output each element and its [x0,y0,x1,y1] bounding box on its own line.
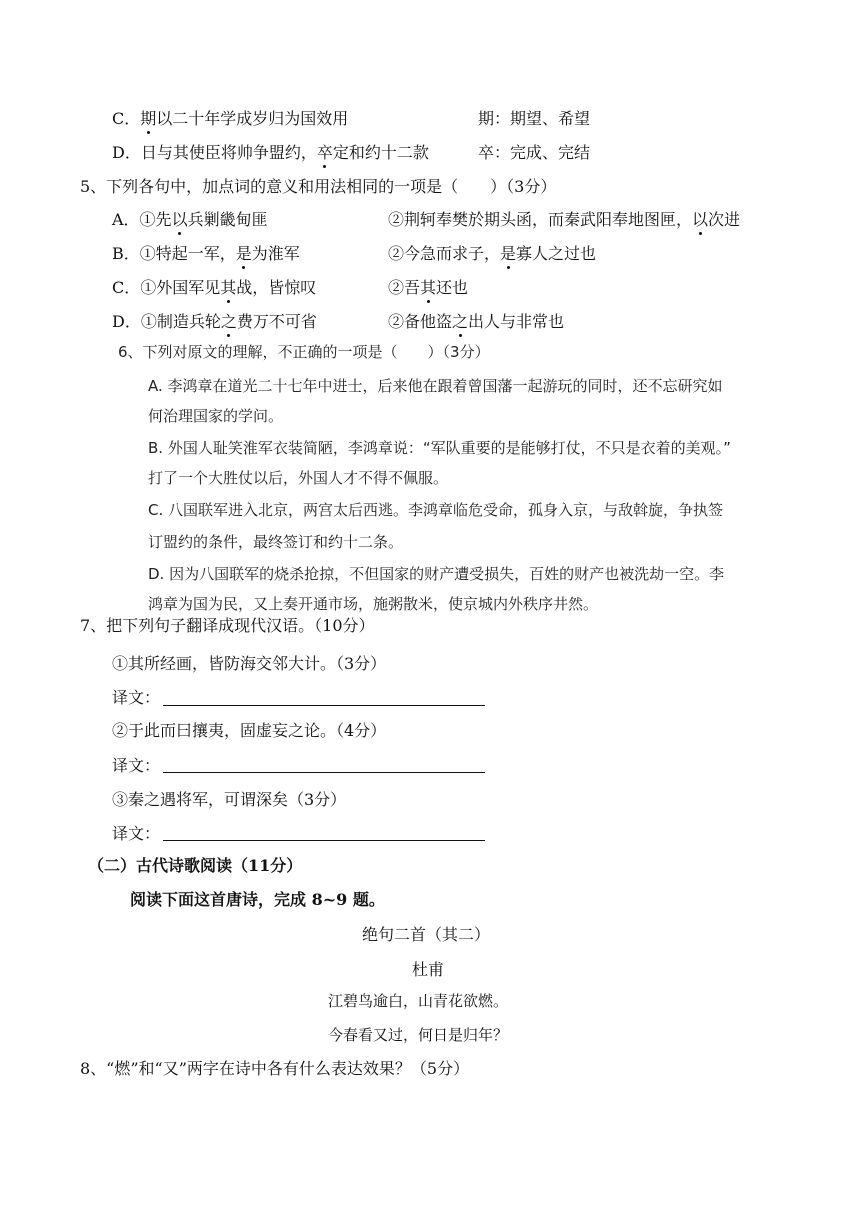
q7-answer-label-2: 译文： [112,756,161,775]
q6-option-d-line2: 鸿章为国为民，又上奏开通市场，施粥散米，使京城内外秩序井然。 [148,595,599,613]
q6-option-a-line1: A. 李鸿章在道光二十七年中进士，后来他在跟着曾国藩一起游玩的同时，还不忘研究如 [148,377,723,395]
q5-stem: 5、下列各句中，加点词的意义和用法相同的一项是（ ）（3分） [80,177,557,196]
q4-option-c: C．期以二十年学成岁归为国效用 [112,109,349,128]
q8-stem: 8、“燃”和“又”两字在诗中各有什么表达效果？（5分） [80,1059,470,1078]
q7-stem: 7、把下列句子翻译成现代汉语。（10分） [80,616,375,635]
q7-sentence-2: ②于此而曰攘夷，固虚妄之论。（4分） [112,721,387,740]
dotted-word: 期 [140,109,157,128]
q7-sentence-3: ③秦之遇将军，可谓深矣（3分） [112,790,347,809]
poem-author: 杜甫 [412,960,445,979]
q7-answer-label-3: 译文： [112,824,161,843]
q6-option-b-line2: 打了一个大胜仗以后，外国人才不得不佩服。 [148,469,449,487]
dotted-word: 之 [220,312,237,331]
q7-answer-blank-1[interactable] [163,705,485,706]
q5-option-b-2: ②今急而求子，是寡人之过也 [388,244,597,263]
q6-stem: 6、下列对原文的理解，不正确的一项是（ ）（3分） [118,343,490,361]
poem-title: 绝句二首（其二） [362,925,491,944]
q5-option-a-2: ②荆轲奉樊於期头函，而秦武阳奉地图匣，以次进 [388,210,741,229]
q6-option-c-line1: C. 八国联军进入北京，两宫太后西逃。李鸿章临危受命，孤身入京，与敌斡旋，争执签 [148,501,724,519]
q5-option-c-1: C．①外国军见其战，皆惊叹 [112,278,317,297]
poem-line-2: 今春看又过，何日是归年？ [328,1026,509,1044]
dotted-word: 其 [420,278,437,297]
q4-option-d: D．日与其使臣将帅争盟约，卒定和约十二款 [112,143,429,162]
dotted-word: 以 [171,210,188,229]
q7-sentence-1: ①其所经画，皆防海交邻大计。（3分） [112,654,387,673]
q6-option-c-line2: 订盟约的条件，最终签订和约十二条。 [148,533,404,551]
q6-option-d-line1: D. 因为八国联军的烧杀抢掠，不但国家的财产遭受损失，百姓的财产也被洗劫一空。李 [148,565,725,583]
q4-option-d-gloss: 卒：完成、完结 [478,143,591,162]
dotted-word: 其 [220,278,237,297]
q7-answer-blank-2[interactable] [163,772,485,773]
q4-option-c-gloss: 期：期望、希望 [478,109,591,128]
q5-option-d-1: D．①制造兵轮之费万不可省 [112,312,317,331]
dotted-word: 之 [452,312,469,331]
q7-answer-blank-3[interactable] [163,840,485,841]
q6-option-b-line1: B. 外国人耻笑淮军衣装简陋，李鸿章说：“军队重要的是能够打仗，不只是衣着的美观。” [148,439,731,457]
dotted-word: 以 [692,210,709,229]
dotted-word: 是 [235,244,252,263]
q6-option-a-line2: 何治理国家的学问。 [148,407,284,425]
dotted-word: 是 [500,244,517,263]
q5-option-a-1: A．①先以兵剿畿甸匪 [112,210,268,229]
dotted-word: 卒 [316,143,333,162]
q5-option-d-2: ②备他盗之出人与非常也 [388,312,565,331]
poem-line-1: 江碧鸟逾白，山青花欲燃。 [328,992,509,1010]
q7-answer-label-1: 译文： [112,688,161,707]
q5-option-c-2: ②吾其还也 [388,278,469,297]
section2-instruction: 阅读下面这首唐诗，完成 8~9 题。 [130,890,385,909]
section2-title: （二）古代诗歌阅读（11分） [88,856,303,875]
q5-option-b-1: B．①特起一军，是为淮军 [112,244,300,263]
